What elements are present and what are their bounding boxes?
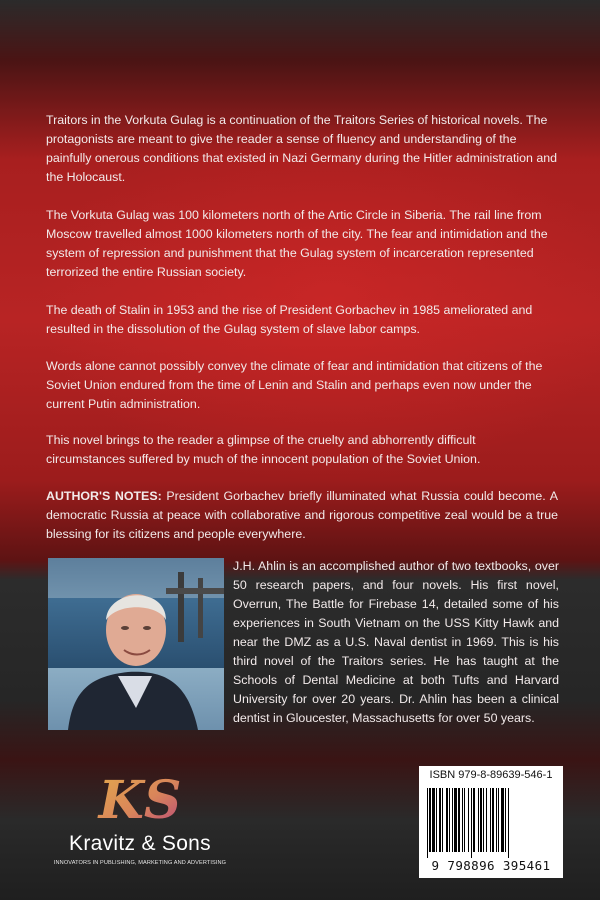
synopsis-paragraph-5: This novel brings to the reader a glimpse of the cruelty and abhorrently difficult circumstances suffered by much of the innocent population of the Soviet Union.: [46, 433, 481, 466]
barcode-digits: 9 798896 395461: [431, 858, 551, 873]
synopsis-paragraph-3: The death of Stalin in 1953 and the rise of President Gorbachev in 1985 ameliorated and resulted in the dissolution of the Gulag system of slave labor camps.: [46, 303, 533, 336]
barcode-icon: [425, 788, 557, 858]
publisher-name: Kravitz & Sons: [69, 832, 211, 855]
authors-notes: [46, 487, 558, 544]
publisher-logo: [40, 768, 240, 878]
author-bio: J.H. Ahlin is an accomplished author of two textbooks, over 50 research papers, and four novels. His first novel, Overrun, The Battle for Firebase 14, detailed some of his experiences in South Vietnam on the USS Kitty Hawk and near the DMZ as a U.S. Naval dentist in 1969. This is his third novel of the Traitors series. He has taught at the Schools of Dental Medicine at both Tufts and Harvard University for over 20 years. Dr. Ahlin has been a clinical dentist in Gloucester, Massachusetts for over 50 years.: [233, 559, 559, 725]
isbn-label: ISBN 979-8-89639-546-1: [429, 769, 553, 781]
publisher-monogram: KS: [98, 770, 182, 830]
synopsis-paragraph-4: Words alone cannot possibly convey the climate of fear and intimidation that citizens of the Soviet Union endured from the time of Lenin and Stalin and perhaps even now under the current Putin administration.: [46, 359, 543, 411]
author-photo: [48, 558, 224, 730]
authors-notes-title: AUTHOR'S NOTES:: [46, 489, 162, 503]
publisher-tagline: INNOVATORS IN PUBLISHING, MARKETING AND ADVERTISING: [53, 860, 227, 866]
authors-notes-text: President Gorbachev briefly illuminated what Russia could become. A democratic Russia at peace with collaborative and rigorous competitive zeal would be a true blessing for its citizens and people everywhere.: [46, 489, 558, 541]
isbn-barcode: [419, 766, 563, 878]
synopsis-paragraph-1: Traitors in the Vorkuta Gulag is a continuation of the Traitors Series of historical novels. The protagonists are meant to give the reader a sense of fluency and understanding of the painfully onerous conditions that existed in Nazi Germany during the Hitler administration and the Holocaust.: [46, 113, 558, 184]
publisher-monogram-icon: [90, 768, 190, 830]
synopsis-paragraph-2: The Vorkuta Gulag was 100 kilometers north of the Artic Circle in Siberia. The rail line from Moscow travelled almost 1000 kilometers north of the city. The fear and intimidation and the system of repression and punishment that the Gulag system of incarceration represented terrorized the entire Russian society.: [46, 208, 548, 279]
